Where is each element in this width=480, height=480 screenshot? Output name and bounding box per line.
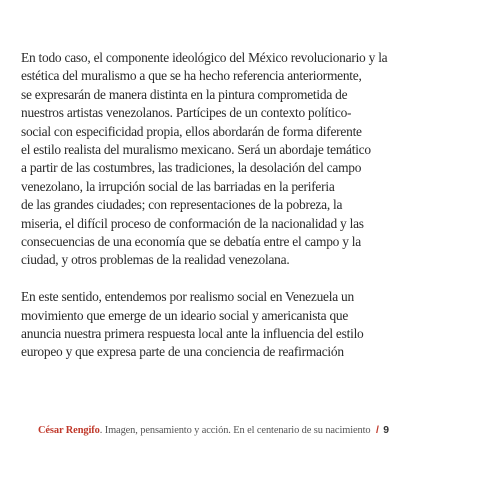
page-number: 9 xyxy=(383,425,389,436)
text-line: movimiento que emerge de un ideario social y americanista que xyxy=(21,308,349,324)
text-line: social con especificidad propia, ellos abordarán de forma diferente xyxy=(21,124,362,140)
text-line: europeo y que expresa parte de una conciencia de reafirmación xyxy=(21,345,344,361)
text-line: miseria, el difícil proceso de conformación de la nacionalidad y las xyxy=(21,216,364,232)
text-line: ciudad, y otros problemas de la realidad venezolana. xyxy=(21,253,290,269)
body-text xyxy=(21,50,450,363)
text-line: nuestros artistas venezolanos. Partícipes de un contexto político- xyxy=(21,106,352,122)
text-line: de las grandes ciudades; con representaciones de la pobreza, la xyxy=(21,198,343,214)
footer-separator: / xyxy=(376,425,379,436)
page-footer xyxy=(38,425,468,436)
footer-author: César Rengifo xyxy=(38,425,100,436)
text-line: el estilo realista del muralismo mexicano. Será un abordaje temático xyxy=(21,143,371,159)
text-line: anuncia nuestra primera respuesta local ante la influencia del estilo xyxy=(21,327,364,343)
text-line: consecuencias de una economía que se debatía entre el campo y la xyxy=(21,235,361,251)
text-line: En este sentido, entendemos por realismo social en Venezuela un xyxy=(21,290,354,306)
text-line: estética del muralismo a que se ha hecho referencia anteriormente, xyxy=(21,69,362,85)
paragraph-gap xyxy=(21,271,450,289)
text-line: se expresarán de manera distinta en la pintura comprometida de xyxy=(21,87,348,103)
text-line: En todo caso, el componente ideológico del México revolucionario y la xyxy=(21,51,388,66)
text-line: venezolano, la irrupción social de las barriadas en la periferia xyxy=(21,179,335,195)
footer-book-title: . Imagen, pensamiento y acción. En el centenario de su nacimiento xyxy=(99,425,371,436)
text-line: a partir de las costumbres, las tradiciones, la desolación del campo xyxy=(21,161,362,177)
